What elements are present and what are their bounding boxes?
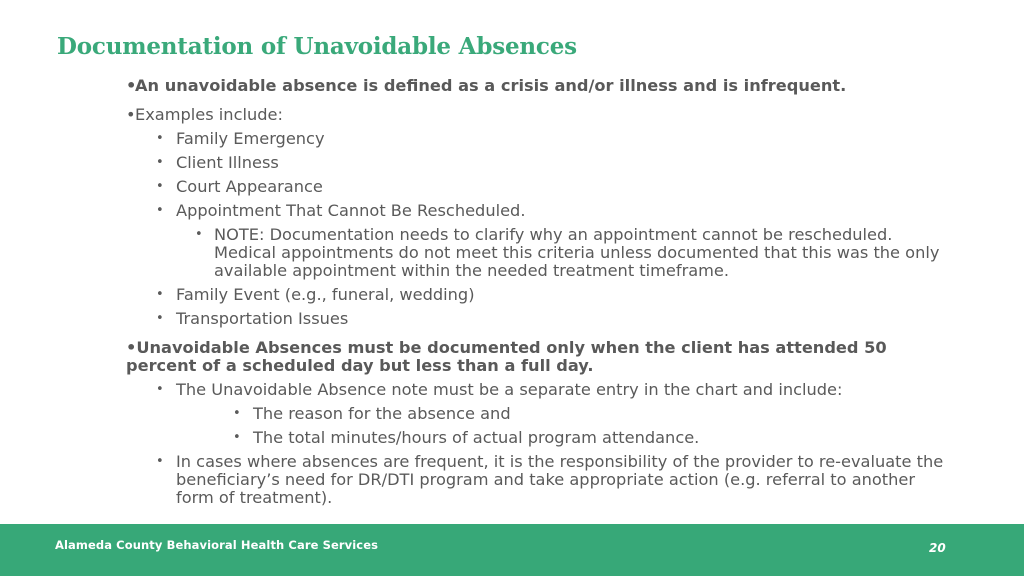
example-text: Family Emergency [176,129,325,148]
bullet-glyph: • [195,227,203,242]
bullet-glyph: • [126,338,137,357]
bullet-glyph: • [233,406,241,421]
example-item [126,286,956,304]
note-subitem [126,429,956,447]
note-item [126,226,956,280]
example-text: Transportation Issues [176,309,349,328]
bullet-glyph: • [126,105,136,124]
example-text: Appointment That Cannot Be Rescheduled. [176,201,526,220]
bullet-examples-intro [126,106,956,124]
note-subitem [126,405,956,423]
example-item [126,202,956,220]
frequent-absences-text: In cases where absences are frequent, it is the responsibility of the provider to re-evaluate the beneficiary’s need for DR/DTI program and take appropriate action (e.g. referral to another form of treatment). [176,452,944,507]
bullet-definition [126,77,956,95]
example-text: Court Appearance [176,177,323,196]
example-text: Family Event (e.g., funeral, wedding) [176,285,475,304]
frequent-absences-item [126,453,956,507]
page-number: 20 [929,541,946,555]
bullet-documented-rule [126,339,956,375]
bullet-text: Examples include: [135,105,283,124]
bullet-glyph: • [156,311,164,326]
footer-bar [0,524,1024,576]
bullet-glyph: • [156,179,164,194]
bullet-glyph: • [156,454,164,469]
note-entry-item [126,381,956,399]
bullet-text: An unavoidable absence is defined as a crisis and/or illness and is infrequent. [135,76,847,95]
example-item [126,310,956,328]
example-item [126,178,956,196]
footer-org-name: Alameda County Behavioral Health Care Services [55,538,379,552]
slide-title: Documentation of Unavoidable Absences [57,33,577,60]
bullet-glyph: • [156,382,164,397]
note-text: NOTE: Documentation needs to clarify why an appointment cannot be rescheduled. Medical appointments do not meet this criteria unless documented that this was the only available appointment within the needed treatment timeframe. [214,225,940,280]
bullet-glyph: • [156,155,164,170]
slide-content [126,77,956,507]
bullet-glyph: • [233,430,241,445]
bullet-glyph: • [156,131,164,146]
bullet-glyph: • [156,287,164,302]
bullet-text: Unavoidable Absences must be documented only when the client has attended 50 percent of a scheduled day but less than a full day. [126,338,887,375]
example-item [126,130,956,148]
note-subitem-text: The total minutes/hours of actual program attendance. [253,428,700,447]
example-text: Client Illness [176,153,279,172]
note-subitem-text: The reason for the absence and [253,404,511,423]
example-item [126,154,956,172]
bullet-glyph: • [156,203,164,218]
note-entry-text: The Unavoidable Absence note must be a separate entry in the chart and include: [176,380,843,399]
bullet-glyph: • [126,76,137,95]
